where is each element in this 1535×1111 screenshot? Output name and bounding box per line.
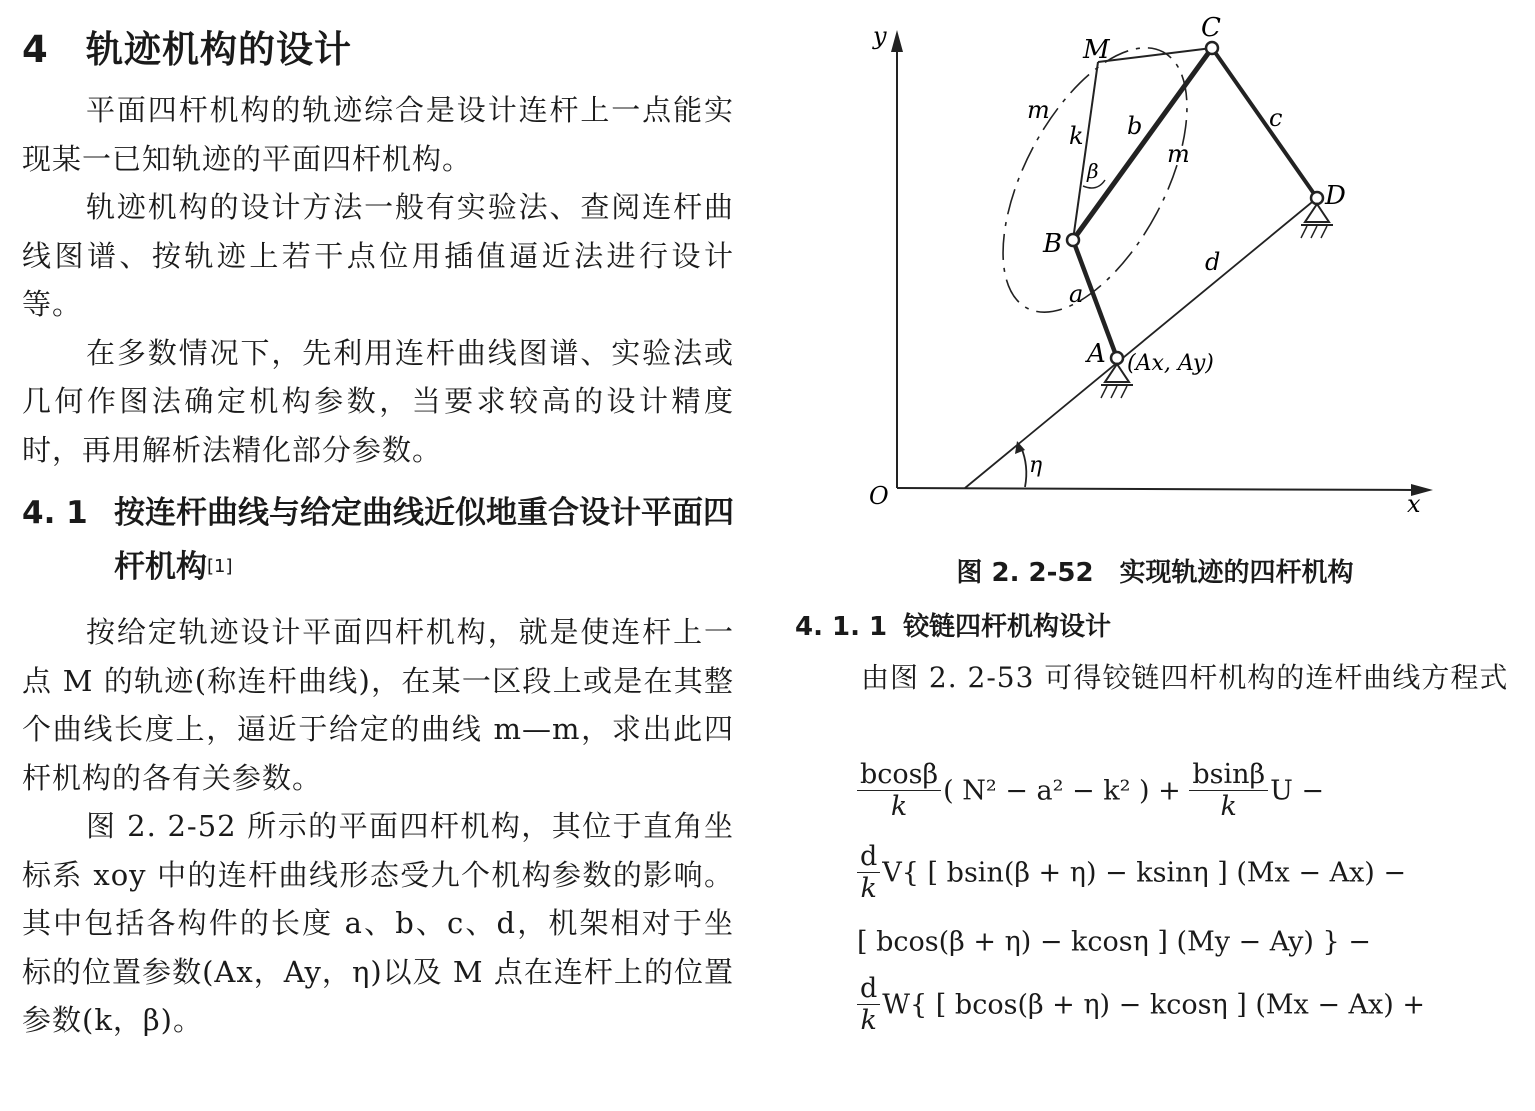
equation-line-4 [857, 974, 1425, 1037]
label-a: a [1069, 280, 1084, 308]
fraction [857, 842, 880, 905]
label-eta: η [1029, 453, 1043, 478]
equation-text: [ bcos(β + η) − kcosη ] (My − Ay) } − [857, 926, 1371, 958]
right-column [795, 0, 1515, 1111]
section-number: 4 [22, 28, 49, 71]
equation-text: V{ [ bsin(β + η) − ksinη ] (Mx − Ax) − [882, 857, 1407, 889]
label-b-point: B [1043, 229, 1063, 259]
fraction [857, 760, 941, 823]
fraction-denominator: k [860, 1005, 877, 1036]
subsubsection-number: 4. 1. 1 [795, 612, 888, 642]
label-b: b [1127, 112, 1143, 140]
label-d-point: D [1325, 181, 1346, 211]
equation-line-1 [857, 760, 1324, 823]
subsection-title: 按连杆曲线与给定曲线近似地重合设计平面四杆机构 [114, 495, 734, 585]
coupler-b [1073, 48, 1212, 240]
body-paragraph-2: 图 2. 2-52 所示的平面四杆机构，其位于直角坐标系 xoy 中的连杆曲线形态受九个机构参数的影响。其中包括各构件的长度 a、b、c、d，机架相对于坐标的位置参数(Ax，Ay，η)以及 M 点在连杆上的位置参数(k，β)。 [22, 809, 734, 1037]
label-d: d [1205, 248, 1221, 276]
label-k: k [1069, 122, 1084, 150]
x-axis [897, 488, 1415, 490]
fraction-denominator: k [1220, 791, 1237, 822]
reference-marker: [1] [207, 556, 233, 577]
four-bar-figure [865, 0, 1515, 530]
label-c: c [1269, 104, 1283, 132]
figure-caption: 图 2. 2-52 实现轨迹的四杆机构 [956, 558, 1354, 588]
section-title: 轨迹机构的设计 [86, 28, 352, 71]
left-column [22, 22, 734, 1045]
equation-line-3 [857, 924, 1371, 961]
subsubsection-title: 铰链四杆机构设计 [903, 612, 1112, 642]
label-m-point: M [1083, 35, 1110, 65]
label-c-point: C [1201, 13, 1221, 43]
label-o: O [869, 482, 889, 510]
fraction-numerator: d [857, 974, 880, 1005]
equation-line-2 [857, 842, 1406, 905]
equation-text: W{ [ bcos(β + η) − kcosη ] (Mx − Ax) + [882, 989, 1425, 1021]
label-m-curve-2: m [1167, 140, 1190, 168]
joint-c [1206, 42, 1218, 54]
fraction-numerator: d [857, 842, 880, 873]
subsubsection-heading [795, 607, 1111, 647]
fraction-numerator: bsinβ [1189, 760, 1268, 791]
rocker-c [1212, 48, 1317, 198]
mechanism-diagram [865, 0, 1515, 530]
intro-paragraph-2: 轨迹机构的设计方法一般有实验法、查阅连杆曲线图谱、按轨迹上若干点位用插值逼近法进行设计等。 [22, 190, 734, 321]
subsection-heading [22, 486, 734, 594]
label-m-curve-1: m [1027, 96, 1050, 124]
section-heading [22, 22, 734, 78]
subsection-number: 4. 1 [22, 495, 88, 531]
fraction [1189, 760, 1268, 823]
label-a-point: A [1087, 339, 1106, 369]
link-m-c [1098, 48, 1212, 62]
eta-arc [1021, 447, 1026, 487]
label-y: y [873, 22, 887, 50]
body-paragraph-1: 按给定轨迹设计平面四杆机构，就是使连杆上一点 M 的轨迹(称连杆曲线)，在某一区段上或是在其整个曲线长度上，逼近于给定的曲线 m—m，求出此四杆机构的各有关参数。 [22, 615, 734, 795]
label-a-coords: (Ax, Ay) [1127, 351, 1214, 376]
y-axis-arrow [891, 30, 903, 52]
fraction-denominator: k [860, 873, 877, 904]
joint-b [1067, 234, 1079, 246]
intro-paragraph-1: 平面四杆机构的轨迹综合是设计连杆上一点能实现某一已知轨迹的平面四杆机构。 [22, 93, 734, 176]
fraction-numerator: bcosβ [857, 760, 941, 791]
fraction-denominator: k [890, 791, 908, 822]
intro-paragraph-3: 在多数情况下，先利用连杆曲线图谱、实验法或几何作图法确定机构参数，当要求较高的设计精度时，再用解析法精化部分参数。 [22, 335, 734, 467]
equation-intro: 由图 2. 2-53 可得铰链四杆机构的连杆曲线方程式 [861, 661, 1509, 694]
equation-text: U − [1270, 775, 1325, 807]
equation-text: ( N² − a² − k² ) + [943, 775, 1181, 807]
label-x: x [1407, 490, 1421, 518]
fraction [857, 974, 880, 1037]
label-beta: β [1087, 159, 1099, 183]
